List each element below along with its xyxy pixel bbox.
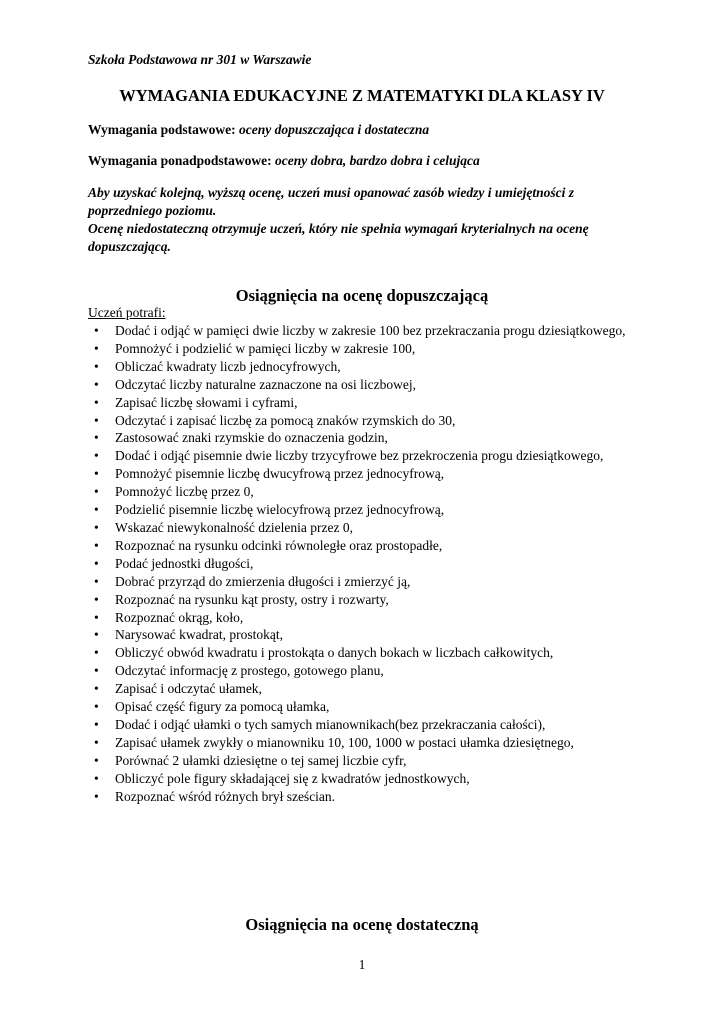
list-item: • Odczytać informację z prostego, gotowego planu, [88, 662, 628, 680]
list-item: • Dodać i odjąć w pamięci dwie liczby w zakresie 100 bez przekraczania progu dziesiątkowego, [88, 322, 628, 340]
list-item: • Pomnożyć pisemnie liczbę dwucyfrową przez jednocyfrową, [88, 465, 628, 483]
list-item: • Rozpoznać na rysunku kąt prosty, ostry i rozwarty, [88, 591, 628, 609]
list-item: • Podać jednostki długości, [88, 555, 628, 573]
list-item: • Odczytać i zapisać liczbę za pomocą znaków rzymskich do 30, [88, 412, 628, 430]
basic-requirements-value: oceny dopuszczająca i dostateczna [239, 122, 430, 137]
list-item: • Rozpoznać wśród różnych brył sześcian. [88, 788, 628, 806]
list-item: • Dobrać przyrząd do zmierzenia długości i zmierzyć ją, [88, 573, 628, 591]
section-intro: Uczeń potrafi: [88, 305, 166, 320]
list-item: • Dodać i odjąć pisemnie dwie liczby trzycyfrowe bez przekroczenia progu dziesiątkowego, [88, 447, 628, 465]
list-item: • Podzielić pisemnie liczbę wielocyfrową przez jednocyfrową, [88, 501, 628, 519]
list-item: • Porównać 2 ułamki dziesiętne o tej samej liczbie cyfr, [88, 752, 628, 770]
list-item: • Obliczać kwadraty liczb jednocyfrowych, [88, 358, 628, 376]
list-item: • Zapisać i odczytać ułamek, [88, 680, 628, 698]
advanced-requirements-label: Wymagania ponadpodstawowe: [88, 153, 272, 168]
list-item: • Wskazać niewykonalność dzielenia przez 0, [88, 519, 628, 537]
advanced-requirements-value: oceny dobra, bardzo dobra i celująca [275, 153, 480, 168]
list-item: • Pomnożyć liczbę przez 0, [88, 483, 628, 501]
list-item: • Narysować kwadrat, prostokąt, [88, 626, 628, 644]
list-item: • Zapisać liczbę słowami i cyframi, [88, 394, 628, 412]
list-item: • Zastosować znaki rzymskie do oznaczenia godzin, [88, 429, 628, 447]
basic-requirements [88, 122, 429, 138]
list-item: • Dodać i odjąć ułamki o tych samych mianownikach(bez przekraczania całości), [88, 716, 628, 734]
grading-note-line-2: Ocenę niedostateczną otrzymuje uczeń, który nie spełnia wymagań kryterialnych na ocenę dopuszczającą. [88, 221, 589, 254]
school-name: Szkoła Podstawowa nr 301 w Warszawie [88, 52, 312, 67]
list-item: • Pomnożyć i podzielić w pamięci liczby w zakresie 100, [88, 340, 628, 358]
basic-requirements-label: Wymagania podstawowe: [88, 122, 236, 137]
list-item: • Zapisać ułamek zwykły o mianowniku 10, 100, 1000 w postaci ułamka dziesiętnego, [88, 734, 628, 752]
list-item: • Odczytać liczby naturalne zaznaczone na osi liczbowej, [88, 376, 628, 394]
advanced-requirements [88, 153, 480, 169]
grading-note [88, 184, 648, 256]
grading-note-line-1: Aby uzyskać kolejną, wyższą ocenę, uczeń musi opanować zasób wiedzy i umiejętności z poprzedniego poziomu. [88, 185, 575, 218]
section-title-dostateczna: Osiągnięcia na ocenę dostateczną [245, 915, 479, 934]
section-title-dopuszczajaca: Osiągnięcia na ocenę dopuszczającą [235, 286, 489, 305]
page-number: 1 [358, 957, 366, 972]
list-item: • Obliczyć obwód kwadratu i prostokąta o danych bokach w liczbach całkowitych, [88, 644, 628, 662]
list-item: • Obliczyć pole figury składającej się z kwadratów jednostkowych, [88, 770, 628, 788]
list-item: • Rozpoznać na rysunku odcinki równoległe oraz prostopadłe, [88, 537, 628, 555]
document-title: WYMAGANIA EDUKACYJNE Z MATEMATYKI DLA KLASY IV [119, 86, 605, 105]
list-item: • Rozpoznać okrąg, koło, [88, 609, 628, 627]
list-item: • Opisać część figury za pomocą ułamka, [88, 698, 628, 716]
skills-list [88, 322, 628, 805]
